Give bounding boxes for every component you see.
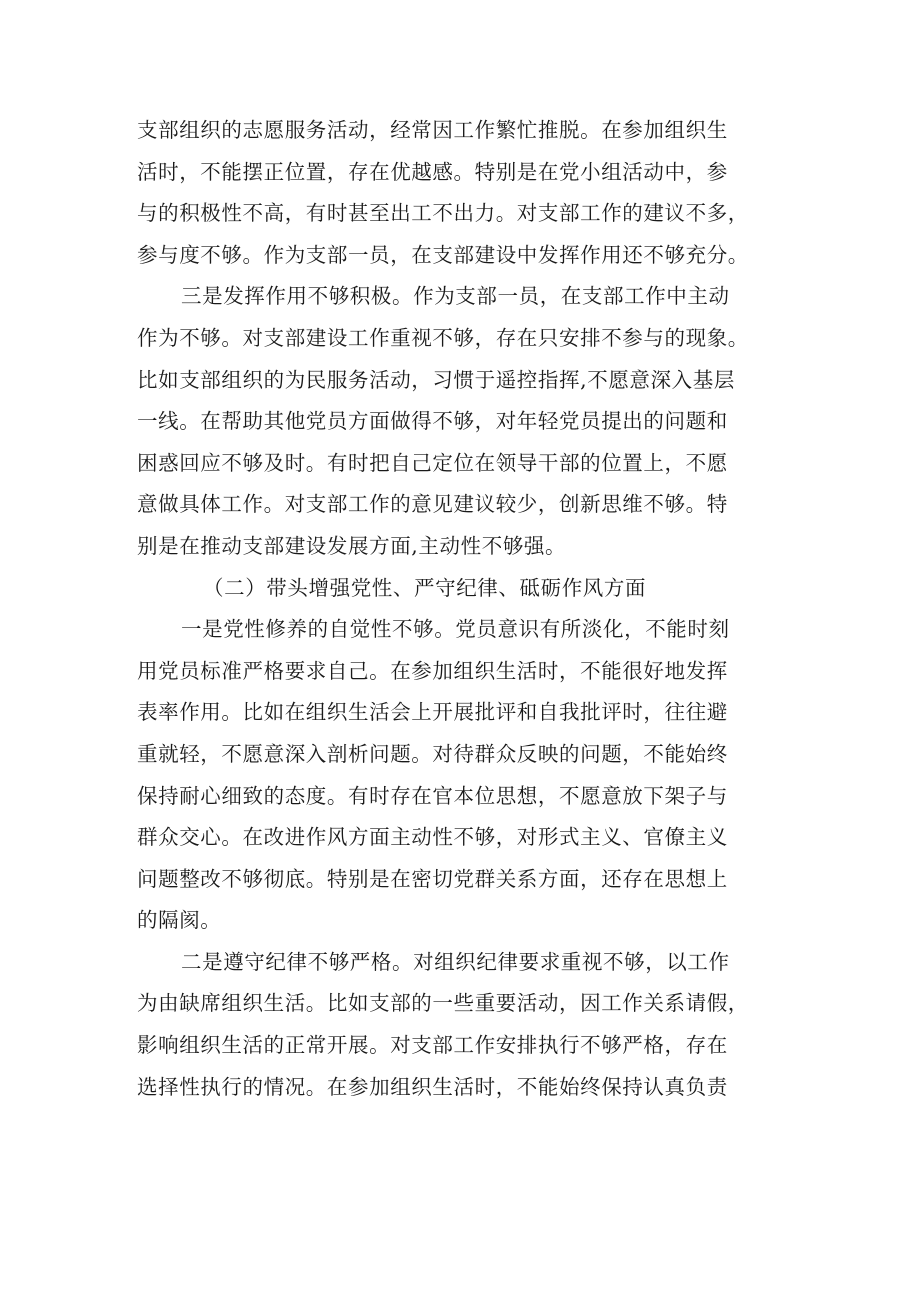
text-line: 活时，不能摆正位置，存在优越感。特别是在党小组活动中，参: [137, 159, 728, 184]
text-line: 别是在推动支部建设发展方面,主动性不够强。: [137, 533, 567, 558]
paragraph-start-line: 二是遵守纪律不够严格。对组织纪律要求重视不够，以工作: [181, 949, 730, 974]
text-line: 重就轻，不愿意深入剖析问题。对待群众反映的问题，不能始终: [137, 741, 728, 766]
text-line: 群众交心。在改进作风方面主动性不够，对形式主义、官僚主义: [137, 825, 728, 850]
text-line: 表率作用。比如在组织生活会上开展批评和自我批评时，往往避: [137, 700, 728, 725]
text-line: 影响组织生活的正常开展。对支部工作安排执行不够严格，存在: [137, 1033, 728, 1058]
text-line: 选择性执行的情况。在参加组织生活时，不能始终保持认真负责: [137, 1074, 728, 1099]
text-line: 意做具体工作。对支部工作的意见建议较少，创新思维不够。特: [137, 492, 728, 517]
text-line: 保持耐心细致的态度。有时存在官本位思想，不愿意放下架子与: [137, 783, 728, 808]
text-line: 参与度不够。作为支部一员，在支部建设中发挥作用还不够充分。: [137, 242, 749, 267]
text-line: 为由缺席组织生活。比如支部的一些重要活动，因工作关系请假，: [137, 991, 749, 1016]
section-heading: （二）带头增强党性、严守纪律、砥砺作风方面: [203, 575, 647, 600]
document-body: [137, 110, 797, 1108]
text-line: 与的积极性不高，有时甚至出工不出力。对支部工作的建议不多，: [137, 201, 749, 226]
paragraph-start-line: 三是发挥作用不够积极。作为支部一员，在支部工作中主动: [181, 284, 730, 309]
text-line: 一线。在帮助其他党员方面做得不够，对年轻党员提出的问题和: [137, 409, 728, 434]
text-line: 支部组织的志愿服务活动，经常因工作繁忙推脱。在参加组织生: [137, 118, 728, 142]
text-line: 比如支部组织的为民服务活动，习惯于遥控指挥,不愿意深入基层: [137, 367, 735, 392]
text-line: 用党员标准严格要求自己。在参加组织生活时，不能很好地发挥: [137, 658, 728, 683]
text-line: 问题整改不够彻底。特别是在密切党群关系方面，还存在思想上: [137, 866, 728, 891]
text-line: 困惑回应不够及时。有时把自己定位在领导干部的位置上，不愿: [137, 450, 728, 475]
text-line: 的隔阂。: [137, 908, 222, 933]
paragraph-start-line: 一是党性修养的自觉性不够。党员意识有所淡化，不能时刻: [181, 617, 730, 642]
text-line: 作为不够。对支部建设工作重视不够，存在只安排不参与的现象。: [137, 325, 749, 350]
